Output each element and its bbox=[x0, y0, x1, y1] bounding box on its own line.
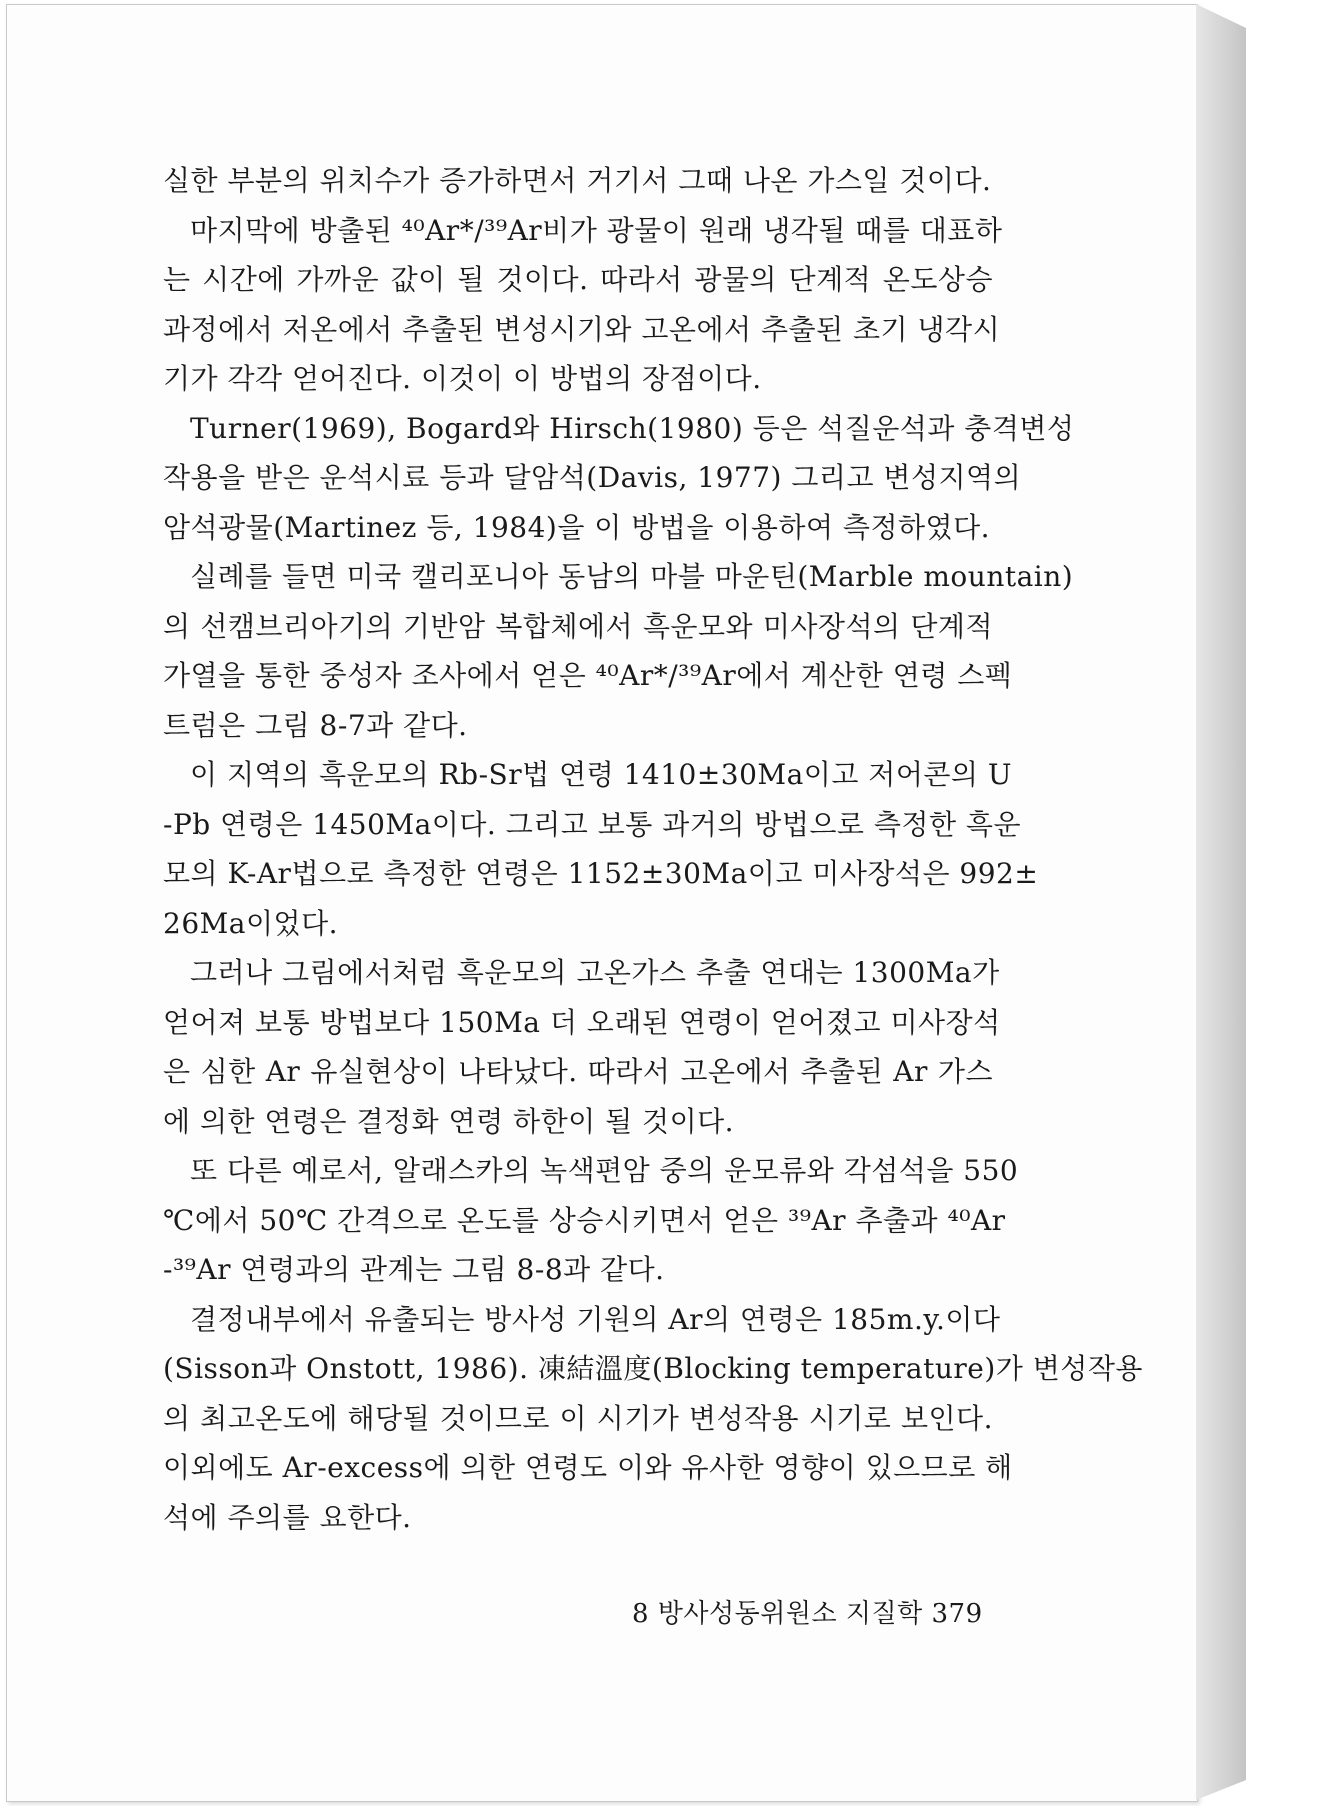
text-line: 결정내부에서 유출되는 방사성 기원의 Ar의 연령은 185m.y.이다 bbox=[190, 1302, 1001, 1336]
text-line: 암석광물(Martinez 등, 1984)을 이 방법을 이용하여 측정하였다. bbox=[163, 510, 991, 544]
page-edge bbox=[1196, 4, 1246, 1800]
text-line: -Pb 연령은 1450Ma이다. 그리고 보통 과거의 방법으로 측정한 흑운 bbox=[163, 807, 1022, 841]
text-line: Turner(1969), Bogard와 Hirsch(1980) 등은 석질운석과 충격변성 bbox=[190, 411, 1075, 445]
text-line: ℃에서 50℃ 간격으로 온도를 상승시키면서 얻은 ³⁹Ar 추출과 ⁴⁰Ar bbox=[163, 1203, 1006, 1237]
text-line: 26Ma이었다. bbox=[163, 906, 339, 940]
text-line: 가열을 통한 중성자 조사에서 얻은 ⁴⁰Ar*/³⁹Ar에서 계산한 연령 스펙 bbox=[163, 659, 1013, 692]
text-line: 의 최고온도에 해당될 것이므로 이 시기가 변성작용 시기로 보인다. bbox=[163, 1401, 993, 1435]
text-line: 는 시간에 가까운 값이 될 것이다. 따라서 광물의 단계적 온도상승 bbox=[163, 263, 993, 296]
text-line: 또 다른 예로서, 알래스카의 녹색편암 중의 운모류와 각섬석을 550 bbox=[190, 1154, 1019, 1187]
text-line: 모의 K-Ar법으로 측정한 연령은 1152±30Ma이고 미사장석은 992± bbox=[163, 857, 1039, 890]
book-page bbox=[6, 4, 1198, 1802]
text-line: 의 선캠브리아기의 기반암 복합체에서 흑운모와 미사장석의 단계적 bbox=[163, 609, 993, 643]
text-line: 과정에서 저온에서 추출된 변성시기와 고온에서 추출된 초기 냉각시 bbox=[163, 312, 1001, 346]
text-line: (Sisson과 Onstott, 1986). 凍結溫度(Blocking temperature)가 변성작용 bbox=[163, 1352, 1143, 1385]
text-line: -³⁹Ar 연령과의 관계는 그림 8-8과 같다. bbox=[163, 1253, 665, 1286]
page-footer: 8 방사성동위원소 지질학 379 bbox=[632, 1599, 983, 1629]
text-line: 이 지역의 흑운모의 Rb-Sr법 연령 1410±30Ma이고 저어콘의 U bbox=[190, 758, 1012, 791]
text-line: 트럼은 그림 8-7과 같다. bbox=[163, 708, 468, 742]
text-line: 얻어져 보통 방법보다 150Ma 더 오래된 연령이 얻어졌고 미사장석 bbox=[163, 1005, 1001, 1039]
text-line: 실례를 들면 미국 캘리포니아 동남의 마블 마운틴(Marble mountain) bbox=[190, 560, 1074, 593]
text-line: 그러나 그림에서처럼 흑운모의 고온가스 추출 연대는 1300Ma가 bbox=[190, 956, 1000, 989]
text-line: 석에 주의를 요한다. bbox=[163, 1500, 412, 1534]
text-line: 에 의한 연령은 결정화 연령 하한이 될 것이다. bbox=[163, 1104, 735, 1138]
text-line: 이외에도 Ar-excess에 의한 연령도 이와 유사한 영향이 있으므로 해 bbox=[163, 1451, 1013, 1484]
text-line: 실한 부분의 위치수가 증가하면서 거기서 그때 나온 가스일 것이다. bbox=[163, 164, 992, 197]
body-text bbox=[163, 156, 1143, 1542]
text-line: 은 심한 Ar 유실현상이 나타났다. 따라서 고온에서 추출된 Ar 가스 bbox=[163, 1055, 993, 1088]
text-line: 기가 각각 얻어진다. 이것이 이 방법의 장점이다. bbox=[163, 362, 762, 395]
text-line: 마지막에 방출된 ⁴⁰Ar*/³⁹Ar비가 광물이 원래 냉각될 때를 대표하 bbox=[190, 213, 1003, 247]
text-line: 작용을 받은 운석시료 등과 달암석(Davis, 1977) 그리고 변성지역의 bbox=[163, 461, 1022, 494]
